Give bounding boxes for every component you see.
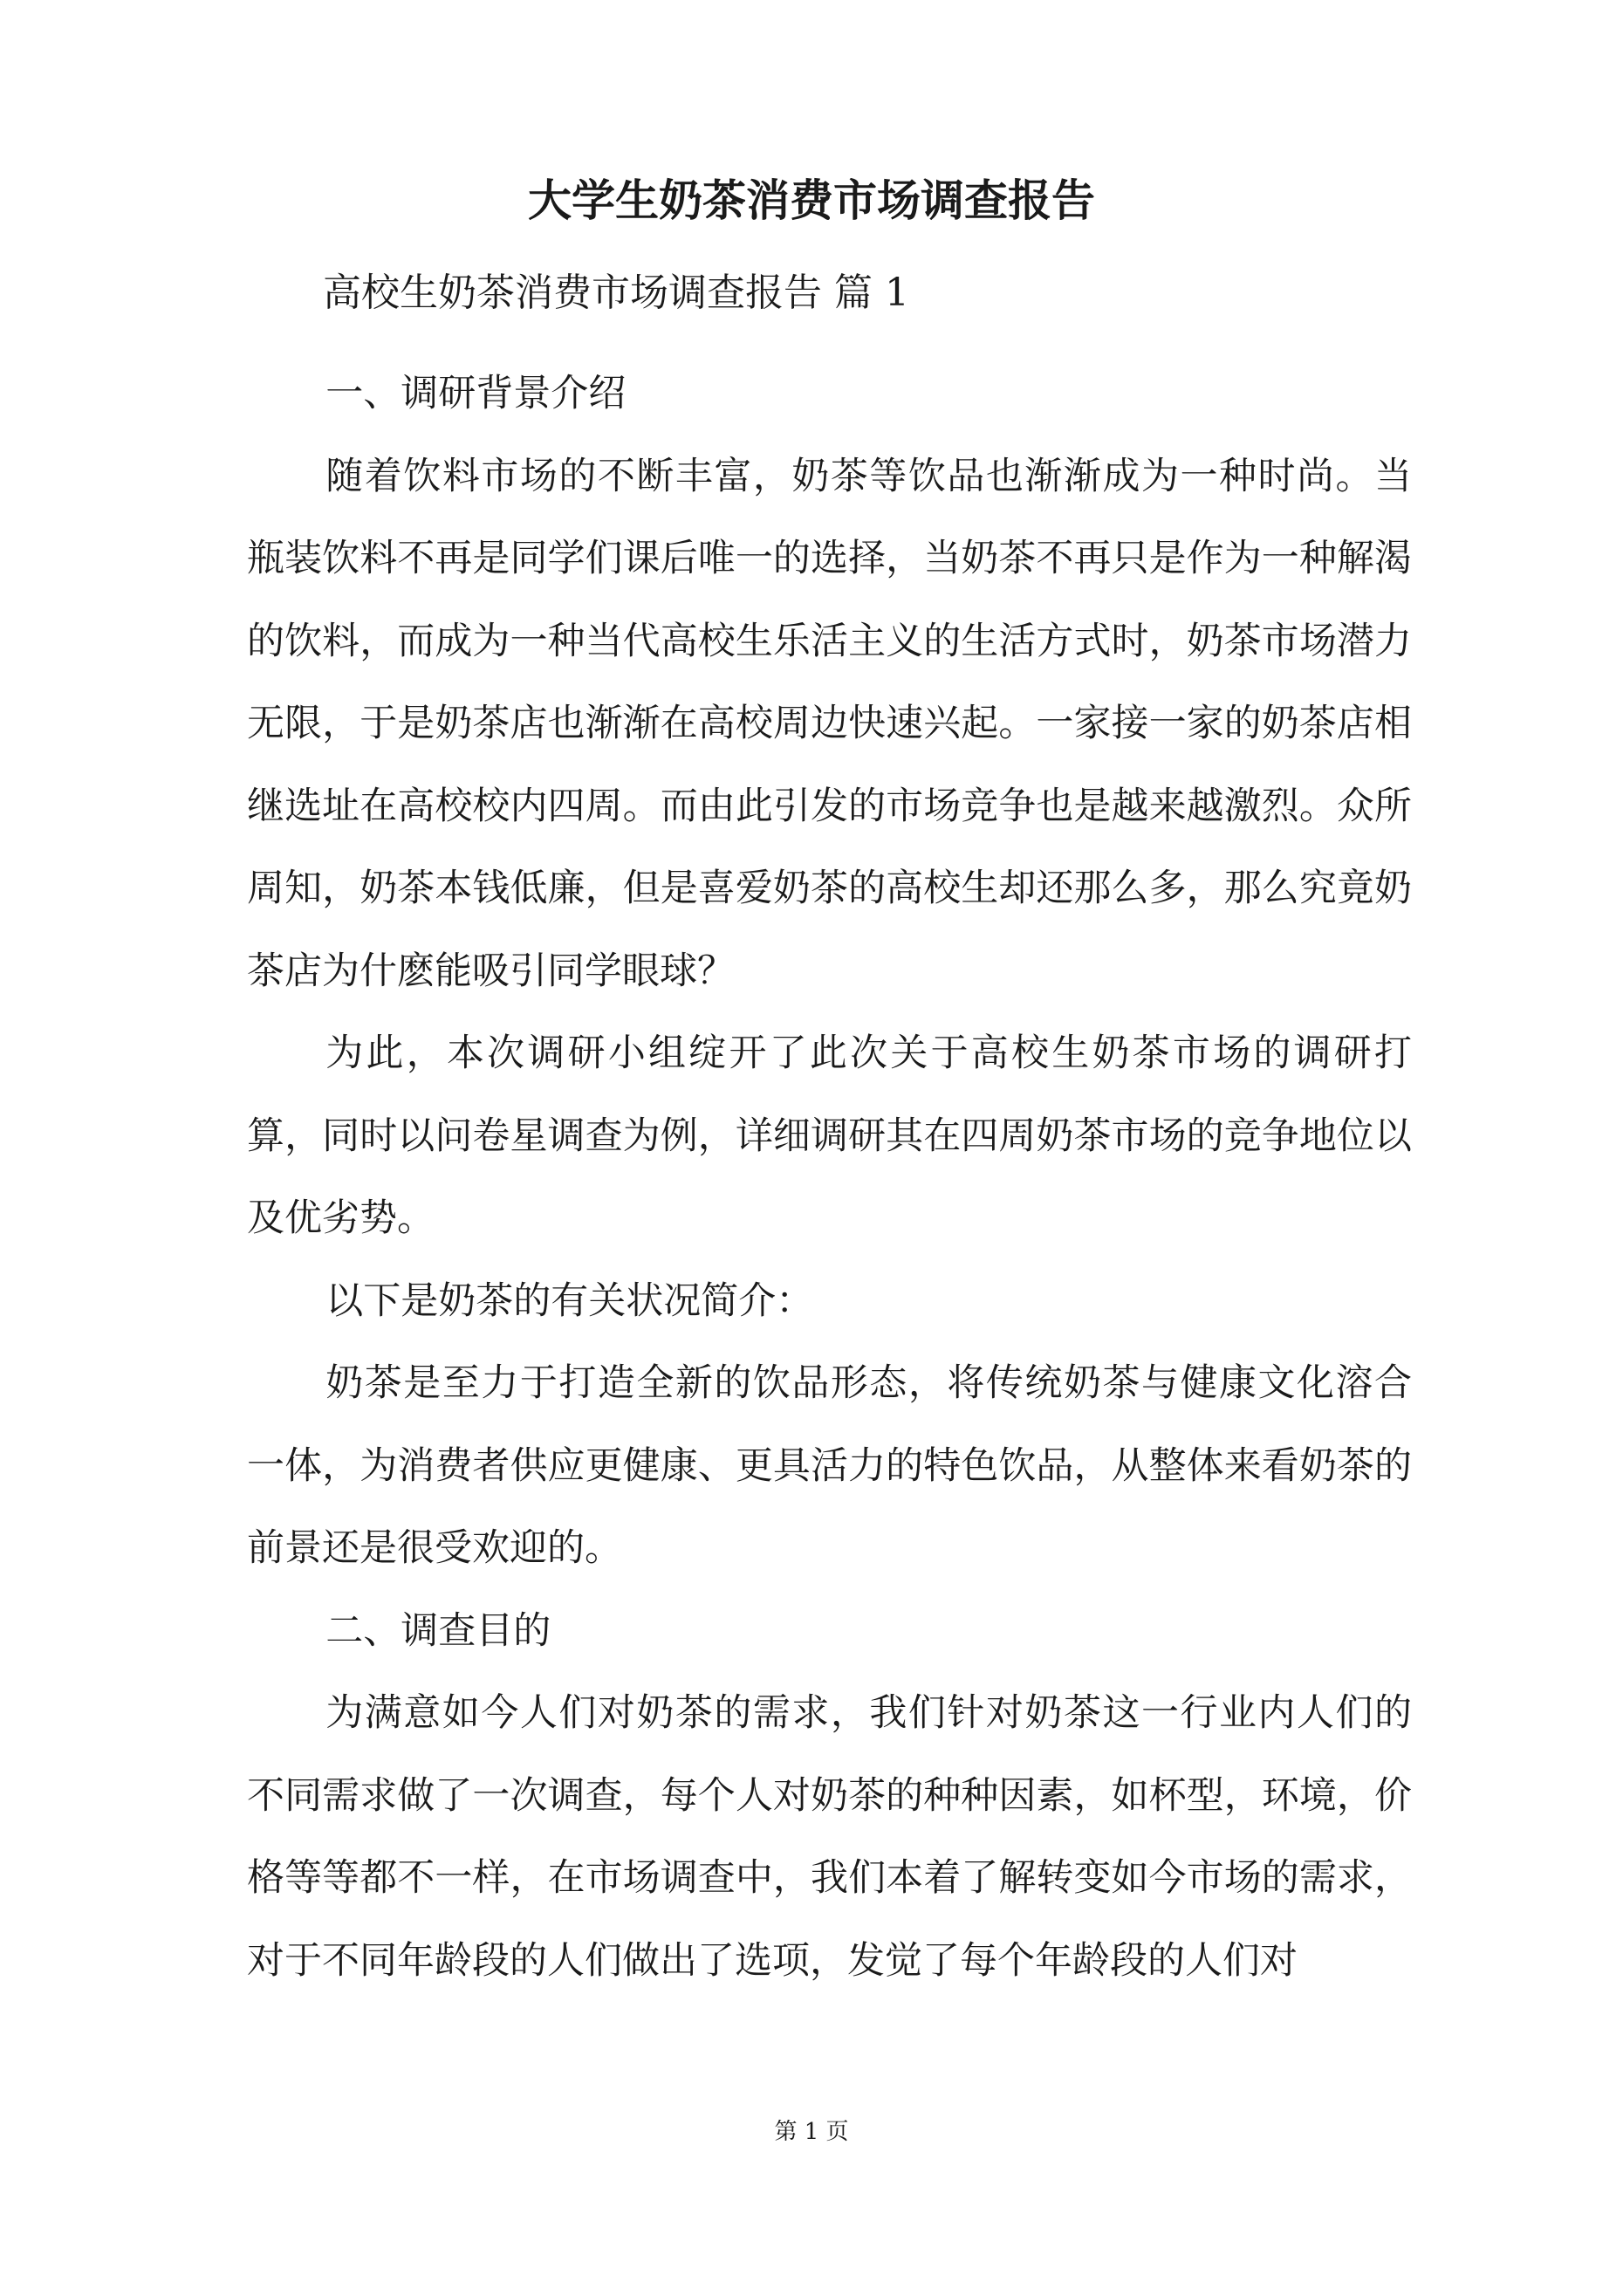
paragraph: 奶茶是至力于打造全新的饮品形态，将传统奶茶与健康文化溶合一体，为消费者供应更健康、更具活力的特色饮品，从整体来看奶茶的前景还是很受欢迎的。	[247, 1361, 1412, 1570]
section-heading-background: 一、调研背景介绍	[325, 372, 627, 415]
document-body	[247, 353, 1412, 2002]
paragraph: 为此，本次调研小组绽开了此次关于高校生奶茶市场的调研打算，同时以问卷星调查为例，详细调研其在四周奶茶市场的竞争地位以及优劣势。	[247, 1031, 1412, 1240]
section-heading-purpose: 二、调查目的	[325, 1608, 551, 1653]
document-subtitle: 高校生奶茶消费市场调查报告 篇 1	[323, 271, 909, 315]
paragraph: 以下是奶茶的有关状况简介：	[325, 1278, 814, 1323]
paragraph: 为满意如今人们对奶茶的需求，我们针对奶茶这一行业内人们的不同需求做了一次调查，每个人对奶茶的种种因素，如杯型，环境，价格等等都不一样，在市场调查中，我们本着了解转变如今市场的需求，对于不同年龄段的人们做出了选项，发觉了每个年龄段的人们对	[247, 1691, 1412, 1983]
page-number-footer: 第 1 页	[774, 2119, 849, 2145]
paragraph: 随着饮料市场的不断丰富，奶茶等饮品也渐渐成为一种时尚。当瓶装饮料不再是同学们课后唯一的选择，当奶茶不再只是作为一种解渴的饮料，而成为一种当代高校生乐活主义的生活方式时，奶茶市场潜力无限，于是奶茶店也渐渐在高校周边快速兴起。一家接一家的奶茶店相继选址在高校校内四周。而由此引发的市场竞争也是越来越激烈。众所周知，奶茶本钱低廉，但是喜爱奶茶的高校生却还那么多，那么究竟奶茶店为什麽能吸引同学眼球？	[247, 454, 1412, 993]
document-title: 大学生奶茶消费市场调查报告	[528, 175, 1095, 226]
